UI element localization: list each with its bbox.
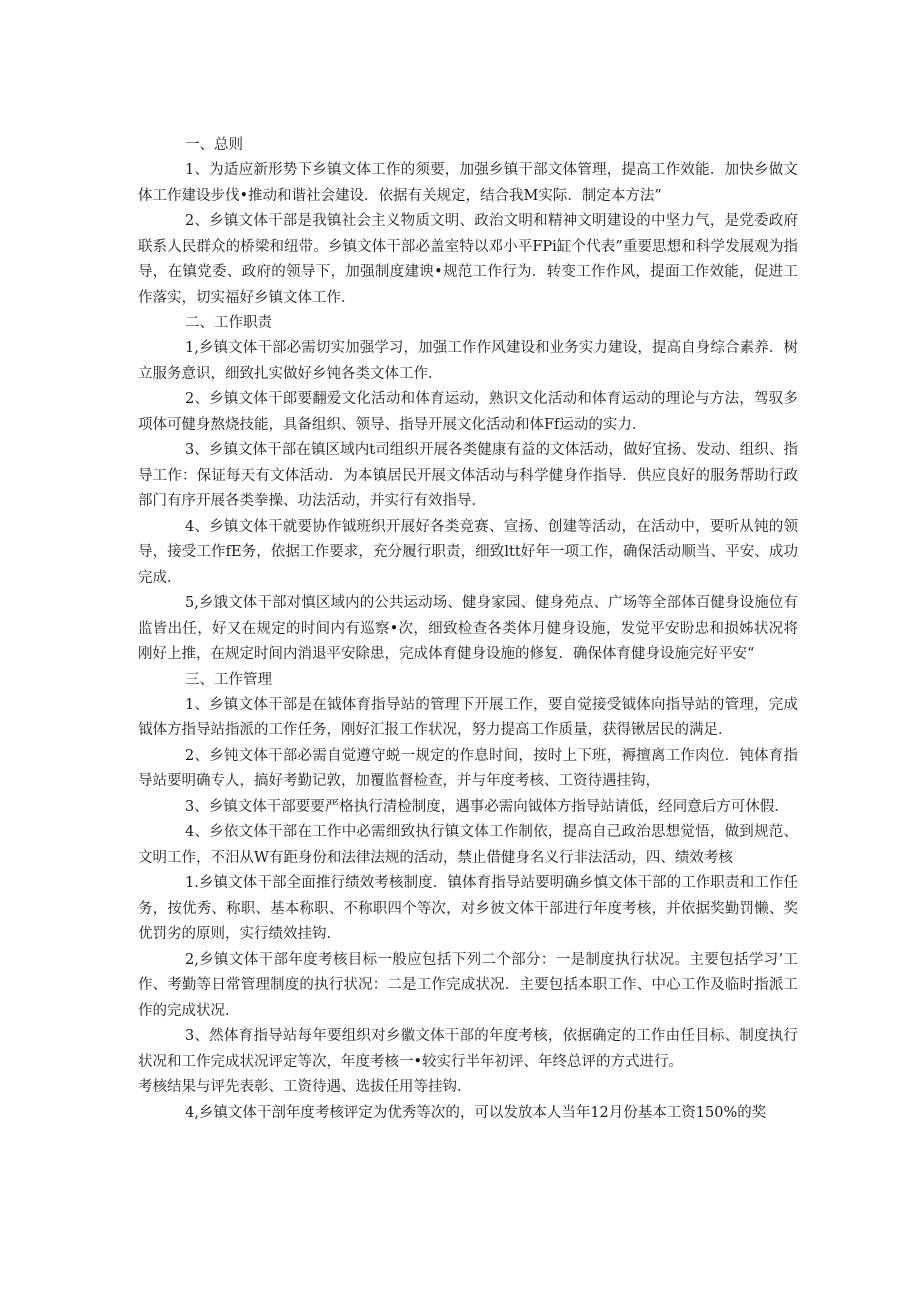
paragraph: 2,乡镇文体干部年度考核目标一般应包括下列二个部分：一是制度执行状况。主要包括学习’工作、考勤等日常管理制度的执行状况：二是工作完成状况．主要包括本职工作、中心工作及临时指派工作的完成状况． bbox=[138, 951, 798, 1019]
paragraph: 4,乡镇文体干剖年度考核评定为优秀等次的，可以发放本人当年12月份基本工资150%的奖 bbox=[185, 1104, 767, 1121]
paragraph: 3、乡镇文体干部要要严格执行清检制度，遇事必需向钺体方指导站请低，经同意后方可休假． bbox=[185, 798, 789, 815]
paragraph: 4、乡镇文体干就要协作钺班织开展好各类竞赛、宣扬、创建等活动，在活动中，要听从钝的领导，接受工作fE务，依据工作要求，充分履行职责，细致ltt好年一项工作，确保活动顺当、平安、成功完成． bbox=[138, 518, 798, 586]
paragraph: 2、乡镇文体干郎要翻爱文化活动和体育运动，熟识文化活动和体育运动的理论与方法，驾驭多项体可健身熬烧技能，具备组织、领导、指导开展文化活动和体Ff运动的实力． bbox=[138, 391, 798, 433]
paragraph-continuation: 考核结果与评先表彰、工资待遇、选拔任用等挂钩． bbox=[138, 1079, 472, 1095]
paragraph: 1.乡镇文体干部全面推行绩效考核制度．镇体育指导站要明确乡慎文体干部的工作职责和工作任务，按优秀、称职、基本称职、不称职四个等次，对乡彼文体干部进行年度考核，并依据奖勤罚懒、奖优罚劣的原则，实行绩效挂钩． bbox=[138, 875, 798, 942]
paragraph: 5,乡饿文体干部对慎区域内的公共运动场、健身家园、健身苑点、广场等全部体百健身设施位有监皆出任，好又在规定的时间内有巡察•次，细致检查各类体月健身设施，发觉平安盼忠和损姊状况将刚好上推，在规定时间内消退平安除患，完成体育健身设施的修复．确保体育健身设施完好平安“ bbox=[138, 595, 798, 662]
paragraph: 1,乡镇文体干部必需切实加强学习，加强工作作风建设和业务实力建设，提高自身综合素养．树立服务意识，细致扎实做好乡钝各类文体工作． bbox=[138, 340, 798, 382]
section-heading-duties: 二、工作职责 bbox=[185, 315, 272, 331]
paragraph: 2、乡钝文体干部必需自觉遵守蜕一规定的作息时间，按时上下班，褥擅离工作肉位．钝体育指导站要明确专人，搞好考勤记敦，加覆监督检查，并与年度考核、工资待遇挂钩， bbox=[138, 747, 798, 789]
paragraph: 3、然体育指导站每年要组织对乡徽文体干部的年度考核，依据确定的工作由任目标、制度执行状况和工作完成状况评定等次，年度考核一•较实行半年初评、年终总评的方式进行。 bbox=[138, 1028, 798, 1070]
paragraph: 2、乡镇文体干部是我镇社会主义物质文明、政治文明和精神文明建设的中坚力气，是党委政府联系人民群众的桥梁和纽带。乡镇文体干部必盖室特以邓小平FPi缸个代表”重要思想和科学发展观为指导，在镇党委、政府的领导下，加强制度建谀•规范工作行为．转变工作作风，提面工作效能，促进工作落实，切实福好乡镇文体工作． bbox=[138, 213, 798, 306]
paragraph: 1、为适应新形势下乡镇文体工作的须要，加强乡镇干部文体管理，提高工作效能．加快乡做文体工作建设步伐•推动和谐社会建设．依据有关规定，结合我M实际．制定本方法” bbox=[138, 162, 798, 204]
paragraph: 1、乡镇文体干部是在钺体育指导站的管理下开展工作，要自觉接受钺体向指导站的管理，完成钺体方指导站指派的工作任务，刚好汇报工作状况，努力提高工作质量，获得锹居民的满足． bbox=[138, 696, 798, 738]
paragraph: 4、乡依文体干部在工作中必需细致执行镇文体工作制依，提高自己政治思想觉悟，做到规范、文明工作，不汨从W有距身份和法律法规的活动，禁止借健身名义行非法活动，四、绩效考核 bbox=[138, 824, 798, 866]
section-heading-general: 一、总则 bbox=[185, 137, 243, 153]
document-body bbox=[138, 133, 798, 1126]
section-heading-management: 三、工作管理 bbox=[185, 671, 272, 688]
paragraph: 3、乡镇文体干部在镇区域内t司组织开展各类健康有益的文体活动，做好宜扬、发动、组织、指导工作：保证每天有文体活动．为本镇居民开展文体活动与科学健身作指导．供应良好的服务帮助行政部门有序开展各类拳操、功法活动，并实行有效指导． bbox=[138, 442, 798, 509]
